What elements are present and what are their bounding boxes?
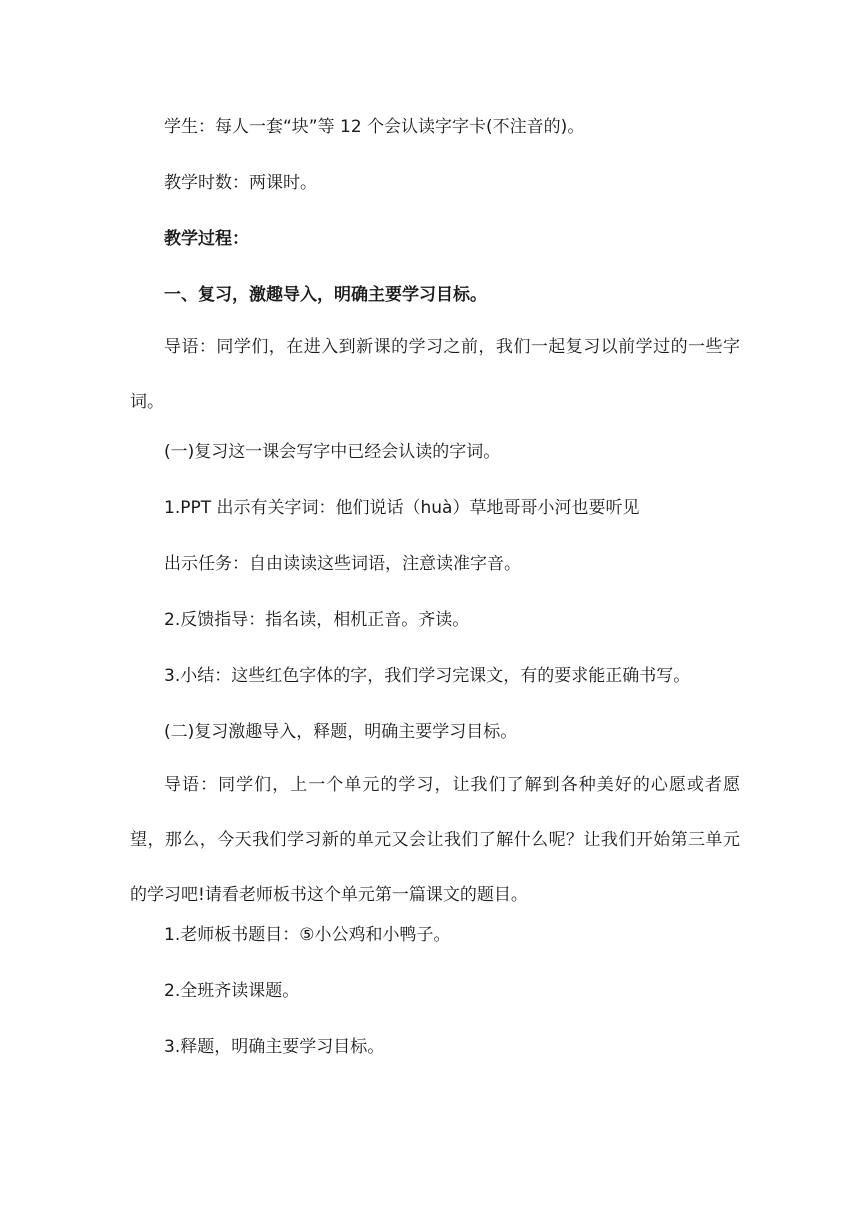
paragraph-students-materials: 学生：每人一套“块”等 12 个会认读字字卡(不注音的)。 (164, 117, 585, 137)
paragraph-teaching-time: 教学时数：两课时。 (164, 173, 317, 193)
paragraph-step-2-1: 1.老师板书题目：⑤小公鸡和小鸭子。 (164, 925, 451, 945)
paragraph-step-1-2: 2.反馈指导：指名读，相机正音。齐读。 (164, 610, 470, 630)
paragraph-step-1-3: 3.小结：这些红色字体的字，我们学习完课文，有的要求能正确书写。 (164, 666, 691, 686)
paragraph-step-1-1: 1.PPT 出示有关字词：他们说话（huà）草地哥哥小河也要听见 (164, 498, 640, 518)
paragraph-task: 出示任务：自由读读这些词语，注意读准字音。 (164, 554, 521, 574)
paragraph-step-2-2: 2.全班齐读课题。 (164, 981, 300, 1001)
paragraph-intro-1: 导语：同学们，在进入到新课的学习之前，我们一起复习以前学过的一些字词。 (130, 337, 740, 412)
paragraph-intro-2: 导语：同学们，上一个单元的学习，让我们了解到各种美好的心愿或者愿望，那么，今天我们学习新的单元又会让我们了解什么呢？让我们开始第三单元的学习吧!请看老师板书这个单元第一篇课文的题目。 (130, 775, 740, 905)
paragraph-step-2-3: 3.释题，明确主要学习目标。 (164, 1037, 385, 1057)
heading-section-1: 一、复习，激趣导入，明确主要学习目标。 (164, 285, 487, 305)
heading-subsection-2: (二)复习激趣导入，释题，明确主要学习目标。 (164, 722, 518, 742)
heading-teaching-process: 教学过程： (164, 229, 249, 249)
heading-subsection-1: (一)复习这一课会写字中已经会认读的字词。 (164, 442, 501, 462)
